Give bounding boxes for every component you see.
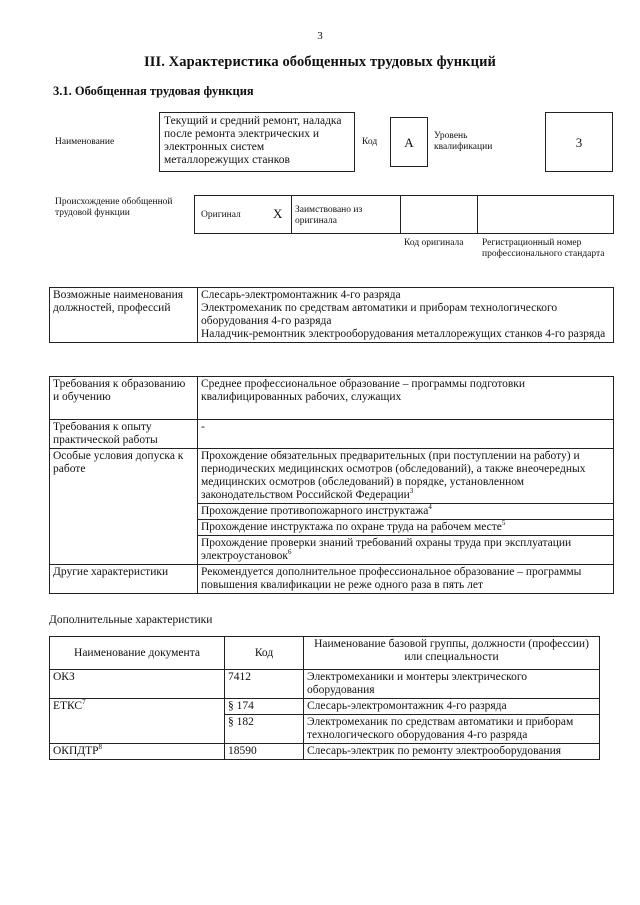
code-value-box: [390, 117, 428, 167]
footnote-ref: 4: [428, 503, 432, 512]
position-item: Электромеханик по средствам автоматики и приборам технологического оборудования 4-го разряда: [201, 302, 558, 327]
position-item: Наладчик-ремонтник электрооборудования металлорежущих станков 4-го разряда: [201, 328, 606, 340]
additional-title: Дополнительные характеристики: [49, 614, 213, 626]
condition-item: [198, 520, 614, 536]
section-title: III. Характеристика обобщенных трудовых функций: [143, 54, 496, 70]
name-cell: Электромеханик по средствам автоматики и приборам технологического оборудования 4-го разряда: [304, 715, 600, 744]
name-label: Наименование: [55, 137, 115, 147]
table-row: [50, 670, 600, 699]
condition-text: Прохождение инструктажа по охране труда на рабочем месте: [201, 521, 502, 533]
function-name-box: [159, 112, 355, 172]
name-cell: Слесарь-электромонтажник 4-го разряда: [304, 699, 600, 715]
origin-table: [194, 195, 614, 234]
education-value: Среднее профессиональное образование – программы подготовки квалифицированных рабочих, служащих: [198, 377, 614, 420]
doc-cell: [50, 699, 225, 744]
footnote-ref: 6: [287, 548, 292, 557]
table-row: [50, 744, 600, 760]
other-label: Другие характеристики: [50, 565, 198, 594]
code-original-caption: Код оригинала: [404, 238, 464, 248]
borrowed-label: Заимствовано из оригинала: [295, 205, 363, 226]
positions-table: [49, 287, 614, 343]
origin-label: Происхождение обобщенной трудовой функции: [55, 197, 173, 218]
footnote-ref: 8: [98, 743, 103, 752]
code-cell: § 174: [225, 699, 304, 715]
name-cell: Электромеханики и монтеры электрического оборудования: [304, 670, 600, 699]
experience-label: Требования к опыту практической работы: [50, 420, 198, 449]
code-cell: 7412: [225, 670, 304, 699]
education-label: Требования к образованию и обучению: [50, 377, 198, 420]
doc-cell: [50, 670, 225, 699]
other-value: Рекомендуется дополнительное профессиональное образование – программы повышения квалификации не реже одного раза в пять лет: [198, 565, 614, 594]
footnote-ref: 5: [501, 519, 506, 528]
reg-number-caption: Регистрационный номер профессионального стандарта: [482, 238, 605, 259]
level-value: 3: [575, 135, 583, 150]
header-cell: Код: [225, 637, 304, 670]
condition-item: [198, 536, 614, 565]
code-cell: § 182: [225, 715, 304, 744]
condition-text: Прохождение проверки знаний требований охраны труда при эксплуатации электроустановок: [201, 537, 572, 562]
divider: [477, 196, 478, 233]
name-cell: Слесарь-электрик по ремонту электрооборудования: [304, 744, 600, 760]
original-mark: Х: [273, 206, 283, 221]
positions-list: [198, 288, 614, 343]
divider: [400, 196, 401, 233]
condition-item: [198, 504, 614, 520]
code-cell: 18590: [225, 744, 304, 760]
doc-name: ЕТКС: [53, 700, 83, 712]
page-number: 3: [317, 30, 323, 42]
conditions-label: Особые условия допуска к работе: [50, 449, 198, 565]
code-label: Код: [362, 137, 378, 147]
footnote-ref: 7: [82, 698, 86, 707]
condition-item: [198, 449, 614, 504]
condition-text: Прохождение противопожарного инструктажа: [201, 505, 429, 517]
header-cell: Наименование документа: [50, 637, 225, 670]
footnote-ref: 3: [409, 487, 414, 496]
header-cell: Наименование базовой группы, должности (профессии) или специальности: [304, 637, 600, 670]
subsection-title: 3.1. Обобщенная трудовая функция: [53, 84, 254, 98]
experience-value: -: [198, 420, 614, 449]
original-label: Оригинал: [201, 210, 241, 220]
function-name-value: Текущий и средний ремонт, наладка после ремонта электрических и электронных систем металлорежущих станков: [164, 115, 342, 166]
table-row: [50, 699, 600, 715]
doc-name: ОКПДТР: [53, 745, 99, 757]
requirements-table: [49, 376, 614, 594]
doc-cell: [50, 744, 225, 760]
position-item: Слесарь-электромонтажник 4-го разряда: [201, 289, 401, 301]
doc-name: ОКЗ: [53, 671, 75, 683]
divider: [291, 196, 292, 233]
condition-text: Прохождение обязательных предварительных (при поступлении на работу) и периодических медицинских осмотров (обследований), а также внеочередных медицинских осмотров (обследований) в порядке, установленном законодательством Российской Федерации: [201, 450, 586, 501]
positions-label: Возможные наименования должностей, профессий: [50, 288, 198, 343]
additional-table: [49, 636, 600, 760]
level-value-box: [545, 112, 613, 172]
code-value: А: [404, 135, 414, 150]
level-label: Уровень квалификации: [434, 131, 493, 152]
